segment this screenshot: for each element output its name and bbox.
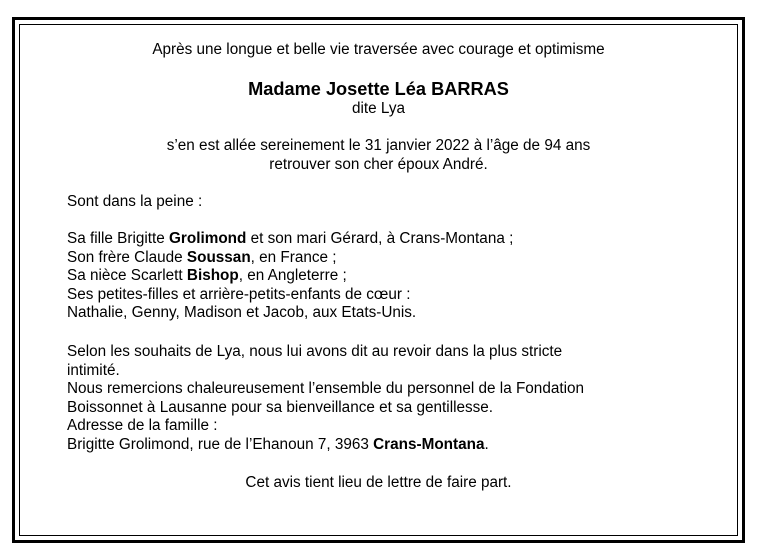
family-line-3-pre: Sa nièce Scarlett [67,267,187,285]
family-line-1 [67,230,737,249]
closing-line-2: intimité. [67,361,120,379]
address-pre: Brigitte Grolimond, rue de l’Ehanoun 7, 3963 [67,435,374,453]
deceased-name: Madame Josette Léa BARRAS [248,78,509,99]
grief-block [20,174,737,212]
family-line-4: Ses petites-filles et arrière-petits-enfants de cœur : [67,285,411,303]
grief-intro: Sont dans la peine : [67,193,203,211]
family-line-2-pre: Son frère Claude [67,248,187,266]
name-block [20,60,737,119]
closing-line-3: Nous remercions chaleureusement l’ensemble du personnel de la Fondation [67,380,584,398]
closing-line-1: Selon les souhaits de Lya, nous lui avons dit au revoir dans la plus stricte [67,342,563,360]
nickname-line: dite Lya [351,99,405,117]
death-line-1: s’en est allée sereinement le 31 janvier 2022 à l’âge de 94 ans [166,137,591,155]
family-address [67,436,737,455]
family-line-1-surname: Grolimond [169,229,247,247]
family-list [20,212,737,323]
intro-line: Après une longue et belle vie traversée avec courage et optimisme [152,41,605,58]
family-line-3 [67,267,737,286]
family-line-2-surname: Soussan [186,248,251,266]
footer-block [20,455,737,493]
closing-line-4: Boissonnet à Lausanne pour sa bienveillance et sa gentillesse. [67,398,494,416]
family-line-1-post: et son mari Gérard, à Crans-Montana ; [246,229,514,247]
family-line-2 [67,249,737,268]
footer-line: Cet avis tient lieu de lettre de faire part. [245,473,512,491]
death-line-2: retrouver son cher époux André. [269,155,488,173]
address-post: . [484,435,489,453]
death-announcement [20,118,737,174]
closing-line-5: Adresse de la famille : [67,417,218,435]
family-line-3-post: , en Angleterre ; [238,267,347,285]
family-line-3-surname: Bishop [186,267,239,285]
family-line-1-pre: Sa fille Brigitte [67,229,170,247]
obituary-notice [20,25,737,492]
intro-block [20,25,737,60]
closing-block [20,323,737,455]
family-line-2-post: , en France ; [250,248,337,266]
address-town: Crans-Montana [373,435,485,453]
family-line-5: Nathalie, Genny, Madison et Jacob, aux Etats-Unis. [67,304,417,322]
